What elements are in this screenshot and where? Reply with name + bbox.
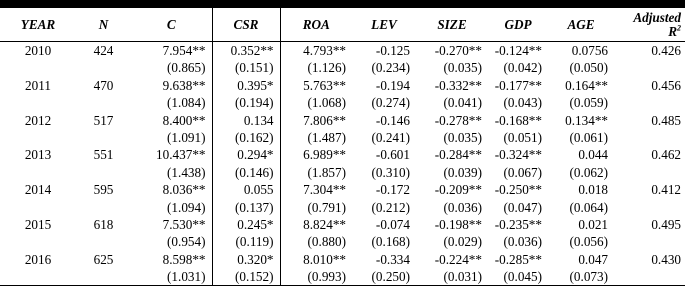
table-row [0, 251, 685, 268]
cell-year: 2012 [24, 112, 52, 128]
cell-se-csr: (0.137) [212, 199, 280, 216]
cell-coef-gdp: -0.124** [494, 43, 542, 58]
cell-coef-age: 0.164** [565, 77, 608, 93]
cell-coef-csr: 0.055 [212, 181, 280, 198]
cell-se-lev: (0.212) [371, 199, 410, 215]
header-gdp: GDP [488, 8, 548, 42]
cell-empty [76, 94, 131, 111]
cell-coef-size: -0.224** [434, 251, 482, 267]
cell-coef-c: 7.954** [162, 43, 206, 58]
table-row [0, 146, 685, 163]
cell-coef-gdp: -0.235** [494, 216, 542, 232]
cell-se-roa: (0.791) [280, 199, 352, 216]
cell-empty [0, 94, 76, 111]
cell-se-csr: (0.152) [212, 268, 280, 286]
cell-n: 424 [93, 43, 114, 58]
cell-se-gdp: (0.043) [503, 95, 542, 111]
cell-se-size: (0.036) [443, 199, 482, 215]
cell-coef-roa: 7.304** [280, 181, 352, 198]
cell-se-c: (0.865) [167, 60, 206, 76]
cell-coef-csr: 0.352** [212, 42, 280, 60]
cell-se-gdp: (0.067) [503, 164, 542, 180]
header-r-superscript: 2 [677, 23, 681, 33]
header-adjusted-label: Adjusted [633, 9, 681, 25]
cell-se-lev: (0.241) [371, 129, 410, 145]
cell-se-gdp: (0.047) [503, 199, 542, 215]
cell-se-lev: (0.234) [371, 60, 410, 76]
cell-adjusted-r2: 0.462 [651, 147, 681, 163]
cell-coef-age: 0.134** [565, 112, 608, 128]
cell-coef-lev: -0.194 [375, 77, 410, 93]
table-row-se [0, 199, 685, 216]
cell-se-gdp: (0.042) [503, 60, 542, 76]
cell-year: 2015 [24, 216, 52, 232]
cell-coef-c: 10.437** [156, 147, 206, 163]
table-row [0, 112, 685, 129]
cell-se-size: (0.031) [416, 268, 488, 286]
cell-se-c: (1.031) [131, 268, 212, 286]
cell-coef-size: -0.209** [434, 182, 482, 198]
cell-se-roa: (0.880) [280, 233, 352, 250]
cell-empty [614, 199, 685, 216]
cell-year: 2016 [24, 251, 52, 267]
cell-year: 2013 [24, 147, 52, 163]
cell-se-c: (1.084) [167, 95, 206, 111]
cell-empty [76, 59, 131, 76]
cell-empty [614, 94, 685, 111]
cell-coef-age: 0.047 [578, 251, 608, 267]
cell-coef-gdp: -0.285** [494, 251, 542, 267]
cell-coef-c: 7.530** [162, 216, 206, 232]
cell-coef-size: -0.332** [434, 77, 482, 93]
cell-coef-c: 8.400** [162, 112, 206, 128]
table-row-se [0, 94, 685, 111]
cell-se-age: (0.061) [569, 129, 608, 145]
cell-coef-roa: 8.010** [280, 251, 352, 268]
cell-coef-c: 8.598** [162, 251, 206, 267]
cell-empty [0, 59, 76, 76]
cell-se-lev: (0.310) [371, 164, 410, 180]
cell-coef-size: -0.270** [434, 43, 482, 58]
header-roa: ROA [280, 8, 352, 42]
cell-year: 2014 [24, 182, 52, 198]
cell-se-c: (1.094) [167, 199, 206, 215]
table-body [0, 42, 685, 286]
cell-coef-csr: 0.395* [212, 77, 280, 94]
cell-empty [614, 233, 685, 250]
cell-coef-gdp: -0.168** [494, 112, 542, 128]
cell-coef-gdp: -0.324** [494, 147, 542, 163]
cell-empty [0, 199, 76, 216]
cell-se-c: (1.091) [167, 129, 206, 145]
cell-se-age: (0.073) [548, 268, 614, 286]
cell-empty [0, 164, 76, 181]
cell-adjusted-r2: 0.412 [651, 182, 681, 198]
cell-empty [614, 164, 685, 181]
cell-empty [614, 129, 685, 146]
cell-se-roa: (0.993) [280, 268, 352, 286]
cell-empty [0, 129, 76, 146]
table-row [0, 42, 685, 60]
cell-se-gdp: (0.045) [488, 268, 548, 286]
cell-se-size: (0.035) [443, 129, 482, 145]
table-row-se [0, 233, 685, 250]
cell-se-size: (0.029) [443, 234, 482, 250]
cell-se-age: (0.059) [569, 95, 608, 111]
cell-empty [76, 164, 131, 181]
table-row-se [0, 59, 685, 76]
cell-coef-size: -0.278** [434, 112, 482, 128]
cell-coef-size: -0.284** [434, 147, 482, 163]
cell-n: 517 [93, 112, 114, 128]
table-top-rule [0, 0, 685, 8]
cell-se-csr: (0.151) [212, 59, 280, 76]
cell-se-roa: (1.068) [280, 94, 352, 111]
cell-empty [614, 268, 685, 286]
cell-se-csr: (0.162) [212, 129, 280, 146]
cell-n: 625 [93, 251, 114, 267]
cell-n: 470 [93, 77, 114, 93]
cell-adjusted-r2: 0.456 [651, 77, 681, 93]
cell-se-age: (0.062) [569, 164, 608, 180]
cell-coef-csr: 0.134 [212, 112, 280, 129]
cell-se-csr: (0.146) [212, 164, 280, 181]
cell-se-size: (0.039) [443, 164, 482, 180]
cell-coef-lev: -0.074 [375, 216, 410, 232]
regression-table [0, 8, 685, 286]
cell-empty [76, 233, 131, 250]
header-c: C [131, 8, 212, 42]
cell-se-c: (0.954) [167, 234, 206, 250]
header-row [0, 8, 685, 42]
cell-se-lev: (0.250) [352, 268, 416, 286]
cell-coef-csr: 0.320* [212, 251, 280, 268]
cell-coef-lev: -0.172 [375, 182, 410, 198]
cell-n: 595 [93, 182, 114, 198]
cell-se-csr: (0.119) [212, 233, 280, 250]
cell-se-c: (1.438) [167, 164, 206, 180]
table-row-se [0, 164, 685, 181]
cell-empty [76, 268, 131, 286]
cell-se-age: (0.064) [569, 199, 608, 215]
cell-se-lev: (0.168) [371, 234, 410, 250]
cell-coef-roa: 6.989** [280, 146, 352, 163]
header-r-label: R [668, 23, 677, 39]
header-n: N [76, 8, 131, 42]
cell-coef-roa: 7.806** [280, 112, 352, 129]
cell-coef-age: 0.018 [578, 182, 608, 198]
cell-year: 2010 [24, 43, 52, 58]
cell-coef-roa: 5.763** [280, 77, 352, 94]
cell-coef-csr: 0.294* [212, 146, 280, 163]
cell-adjusted-r2: 0.430 [651, 251, 681, 267]
cell-coef-age: 0.021 [578, 216, 608, 232]
cell-adjusted-r2: 0.495 [651, 216, 681, 232]
cell-coef-lev: -0.601 [375, 147, 410, 163]
cell-empty [76, 199, 131, 216]
header-year: YEAR [0, 8, 76, 42]
cell-se-roa: (1.857) [280, 164, 352, 181]
cell-empty [0, 268, 76, 286]
cell-year: 2011 [25, 77, 51, 93]
header-adjusted-r2 [614, 8, 685, 42]
cell-coef-age: 0.0756 [571, 43, 608, 58]
header-lev: LEV [352, 8, 416, 42]
cell-se-size: (0.035) [443, 60, 482, 76]
cell-coef-c: 8.036** [162, 182, 206, 198]
cell-coef-size: -0.198** [434, 216, 482, 232]
cell-se-gdp: (0.036) [503, 234, 542, 250]
table-row [0, 181, 685, 198]
cell-coef-lev: -0.146 [375, 112, 410, 128]
cell-coef-lev: -0.334 [375, 251, 410, 267]
cell-coef-gdp: -0.177** [494, 77, 542, 93]
cell-n: 618 [93, 216, 114, 232]
cell-empty [76, 129, 131, 146]
cell-coef-gdp: -0.250** [494, 182, 542, 198]
cell-n: 551 [93, 147, 114, 163]
header-age: AGE [548, 8, 614, 42]
cell-se-size: (0.041) [443, 95, 482, 111]
table-row-se [0, 268, 685, 286]
table-header [0, 8, 685, 42]
cell-coef-csr: 0.245* [212, 216, 280, 233]
table-row [0, 216, 685, 233]
cell-se-csr: (0.194) [212, 94, 280, 111]
cell-se-age: (0.050) [569, 60, 608, 76]
cell-se-age: (0.056) [569, 234, 608, 250]
table-row-se [0, 129, 685, 146]
cell-coef-roa: 4.793** [280, 42, 352, 60]
cell-se-lev: (0.274) [371, 95, 410, 111]
cell-se-roa: (1.126) [280, 59, 352, 76]
cell-coef-lev: -0.125 [375, 43, 410, 58]
cell-empty [0, 233, 76, 250]
header-csr: CSR [212, 8, 280, 42]
cell-coef-roa: 8.824** [280, 216, 352, 233]
cell-coef-age: 0.044 [578, 147, 608, 163]
cell-se-roa: (1.487) [280, 129, 352, 146]
header-size: SIZE [416, 8, 488, 42]
cell-empty [614, 59, 685, 76]
cell-se-gdp: (0.051) [503, 129, 542, 145]
cell-coef-c: 9.638** [162, 77, 206, 93]
table-row [0, 77, 685, 94]
cell-adjusted-r2: 0.426 [651, 43, 681, 58]
cell-adjusted-r2: 0.485 [651, 112, 681, 128]
